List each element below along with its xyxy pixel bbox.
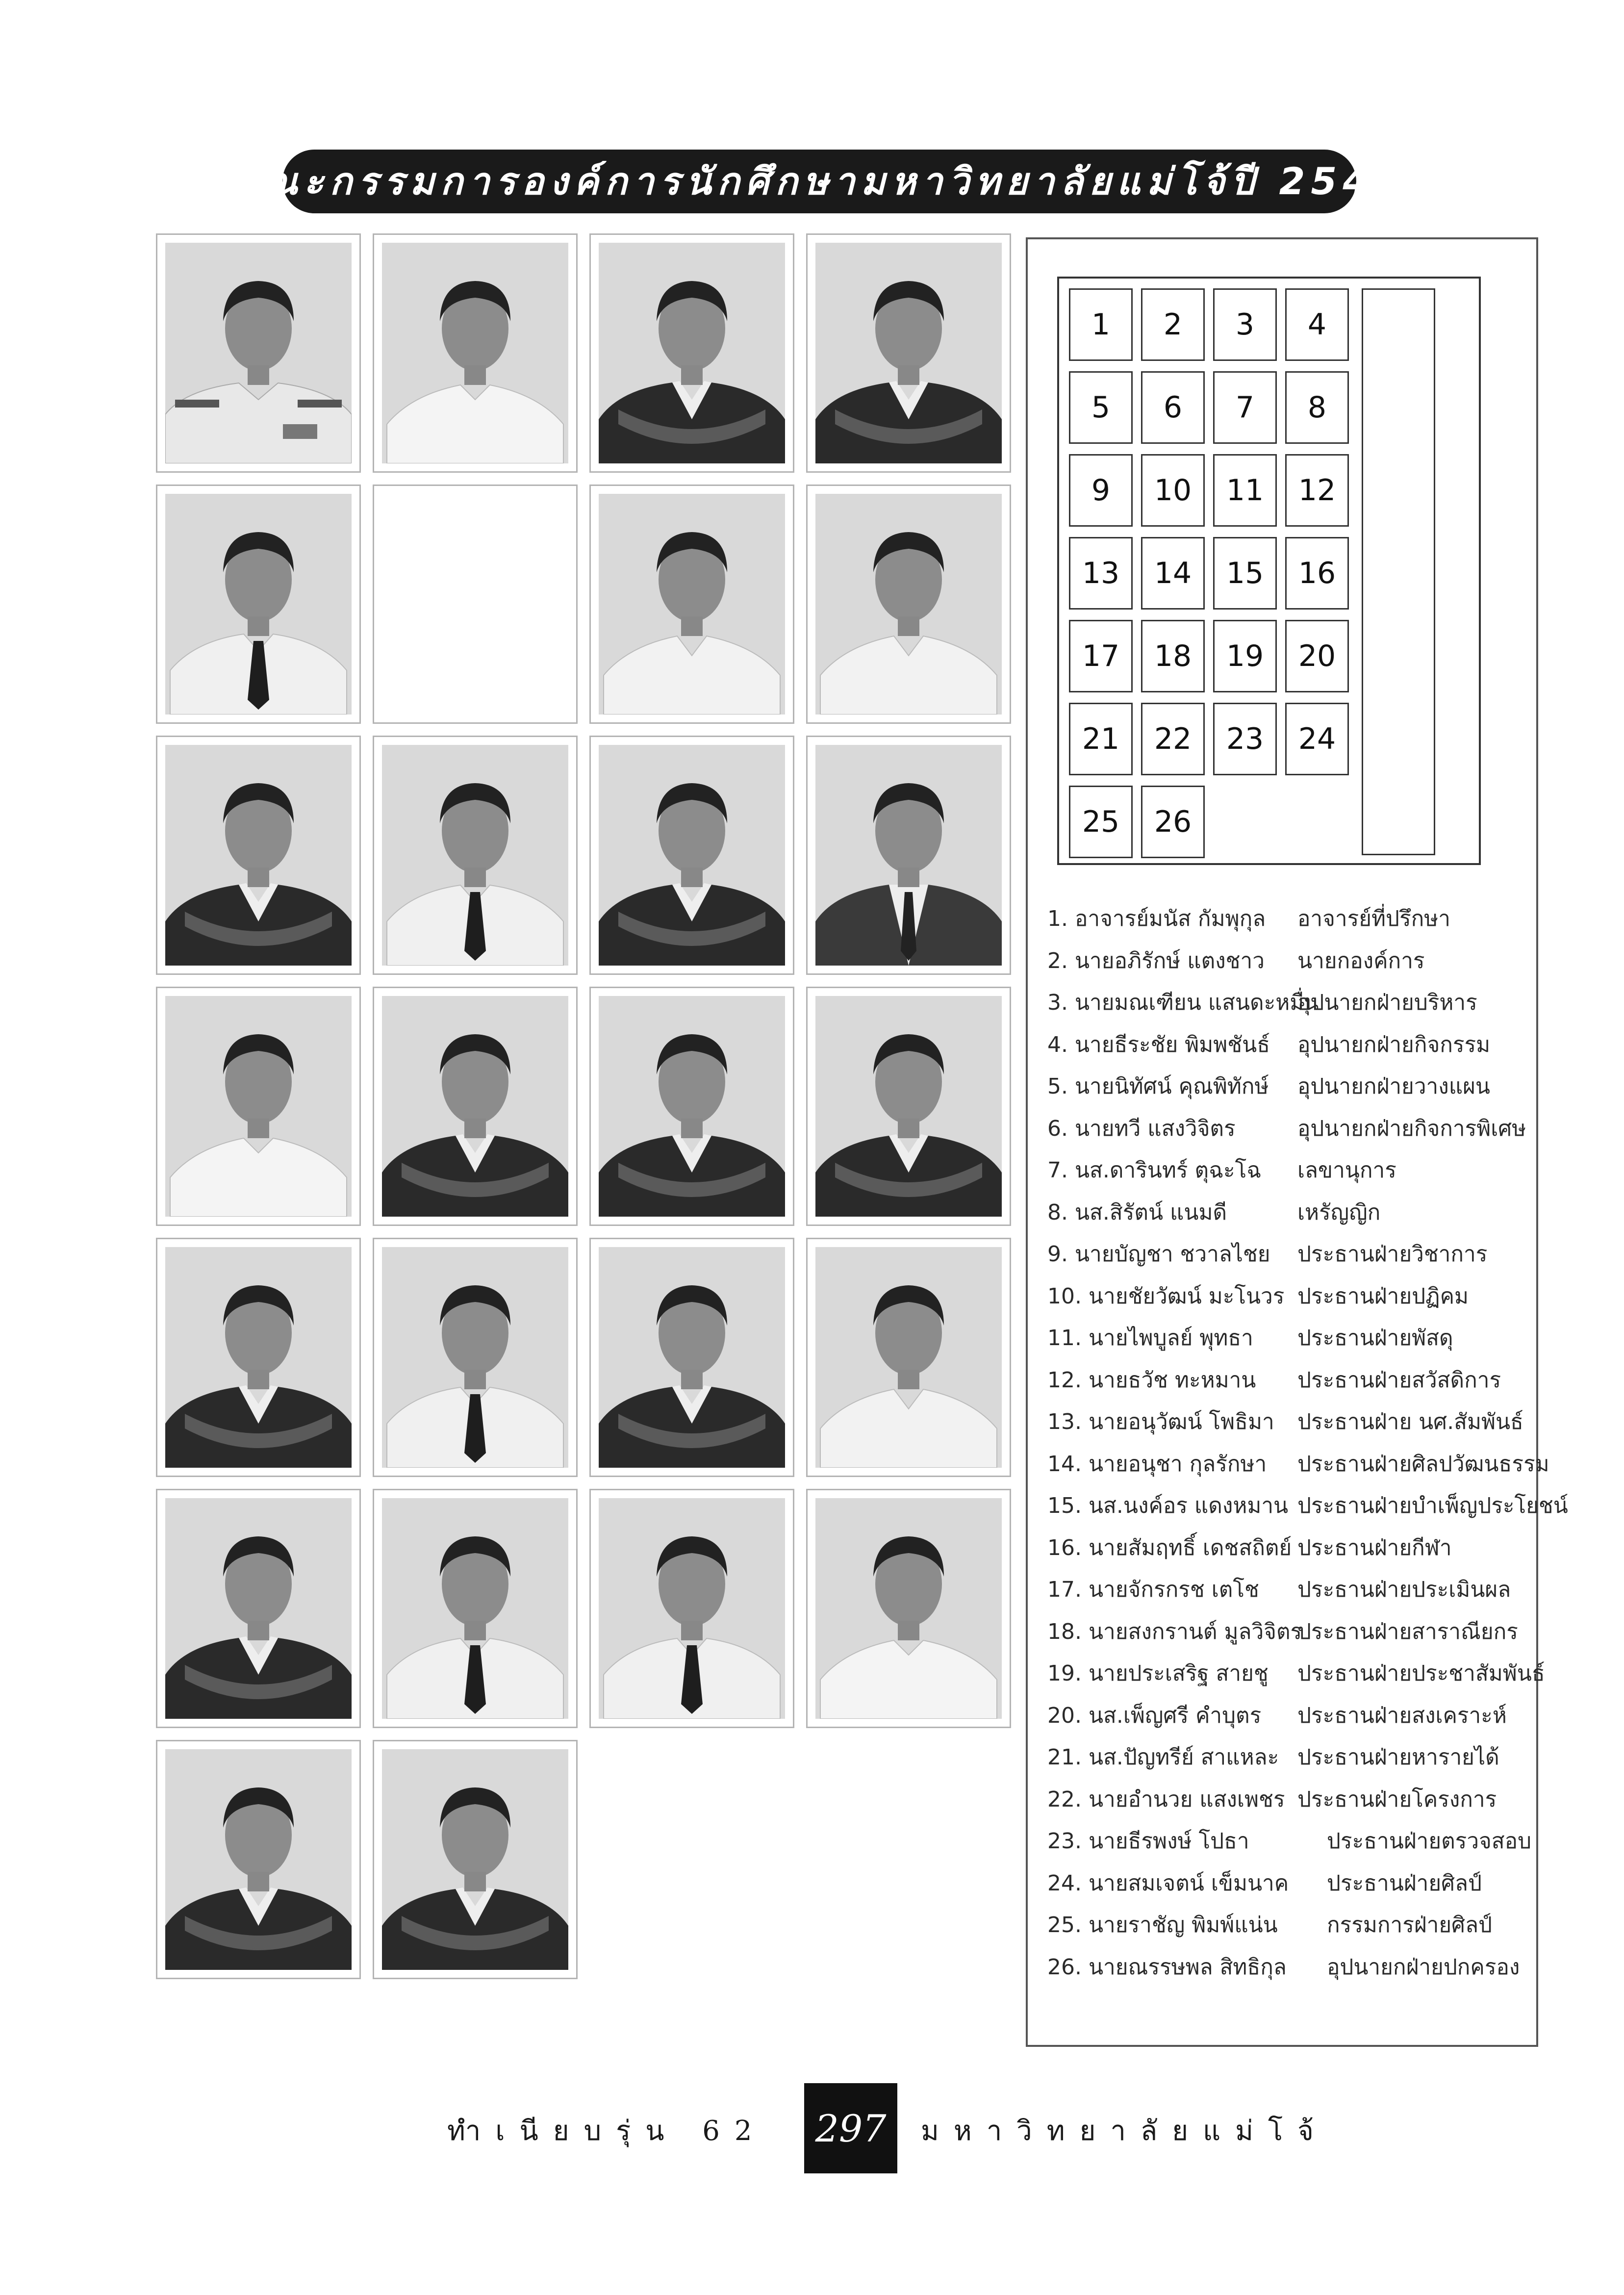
member-name: 16. นายสัมฤทธิ์ เดชสถิตย์ <box>1047 1535 1292 1560</box>
portrait-photo-23 <box>589 1489 794 1728</box>
member-role: ประธานฝ่ายตรวจสอบ <box>1327 1829 1532 1854</box>
member-name: 15. นส.นงค์อร แดงหมาน <box>1047 1493 1289 1518</box>
member-name: 12. นายธวัช ทะหมาน <box>1047 1367 1256 1393</box>
member-role: ประธานฝ่ายประชาสัมพันธ์ <box>1297 1661 1545 1686</box>
member-role: ประธานฝ่ายสงเคราะห์ <box>1297 1703 1507 1728</box>
footer-university-label: มหาวิทยาลัยแม่โจ้ <box>921 2115 1328 2147</box>
member-name: 24. นายสมเจตน์ เข็มนาค <box>1047 1870 1289 1896</box>
portrait-photo-24 <box>806 1489 1011 1728</box>
key-cell-19: 19 <box>1213 620 1277 692</box>
member-name: 11. นายไพบูลย์ พุทธา <box>1047 1326 1253 1351</box>
member-name: 18. นายสงกรานต์ มูลวิจิตร <box>1047 1619 1302 1644</box>
member-row <box>1047 1237 1533 1279</box>
portrait-photo-5 <box>156 484 361 724</box>
member-role: ประธานฝ่ายวิชาการ <box>1297 1242 1488 1267</box>
member-row <box>1047 1488 1568 1530</box>
member-role: ประธานฝ่ายกีฬา <box>1297 1535 1452 1560</box>
member-row <box>1047 1027 1533 1070</box>
member-name: 17. นายจักรกรช เตโช <box>1047 1577 1259 1602</box>
portrait-photo-6 <box>373 484 578 724</box>
key-cell-24: 24 <box>1285 703 1349 775</box>
member-role: อุปนายกฝ่ายกิจการพิเศษ <box>1297 1116 1526 1141</box>
member-row <box>1047 1698 1533 1740</box>
member-name: 7. นส.ดารินทร์ ตุฉะโฉ <box>1047 1158 1262 1183</box>
member-role: อาจารย์ที่ปรึกษา <box>1297 906 1450 931</box>
portrait-photo-3 <box>589 233 794 473</box>
portrait-photo-22 <box>373 1489 578 1728</box>
key-cell-5: 5 <box>1069 371 1133 444</box>
member-row <box>1047 1572 1533 1614</box>
member-name: 3. นายมณเฑียน แสนดะหมื่น <box>1047 990 1319 1015</box>
position-key-diagram <box>1057 277 1481 865</box>
portrait-photo-4 <box>806 233 1011 473</box>
portrait-photo-20 <box>806 1238 1011 1477</box>
portrait-photo-17 <box>156 1238 361 1477</box>
member-role: ประธานฝ่ายประเมินผล <box>1297 1577 1511 1602</box>
member-row <box>1047 1950 1533 1992</box>
key-cell-8: 8 <box>1285 371 1349 444</box>
member-role: ประธานฝ่ายสาราณียกร <box>1297 1619 1518 1644</box>
member-row <box>1047 1530 1533 1573</box>
member-name: 6. นายทวี แสงวิจิตร <box>1047 1116 1236 1141</box>
portrait-photo-1 <box>156 233 361 473</box>
member-row <box>1047 1908 1533 1950</box>
member-role: เลขานุการ <box>1297 1158 1396 1183</box>
member-name: 5. นายนิทัศน์ คุณพิทักษ์ <box>1047 1074 1269 1099</box>
key-cell-23: 23 <box>1213 703 1277 775</box>
page-number: 297 <box>815 2106 887 2150</box>
member-row <box>1047 1782 1533 1824</box>
key-cell-6: 6 <box>1141 371 1205 444</box>
member-row <box>1047 1321 1533 1363</box>
member-role: ประธานฝ่ายหารายได้ <box>1297 1745 1499 1770</box>
member-name: 20. นส.เพ็ญศรี คำบุตร <box>1047 1703 1262 1728</box>
member-name: 10. นายชัยวัฒน์ มะโนวร <box>1047 1283 1285 1309</box>
member-name: 22. นายอำนวย แสงเพชร <box>1047 1786 1285 1812</box>
key-cell-2: 2 <box>1141 288 1205 361</box>
member-name: 1. อาจารย์มนัส กัมพุกุล <box>1047 906 1266 931</box>
member-row <box>1047 1447 1549 1489</box>
page-title: คณะกรรมการองค์การนักศึกษามหาวิทยาลัยแม่โจ้ปี 2541 <box>232 159 1407 203</box>
portrait-photo-16 <box>806 987 1011 1226</box>
member-row <box>1047 1740 1533 1782</box>
member-role: ประธานฝ่ายบำเพ็ญประโยชน์ <box>1297 1493 1568 1518</box>
key-cell-13: 13 <box>1069 537 1133 610</box>
member-role: ประธานฝ่ายโครงการ <box>1297 1786 1497 1812</box>
member-row <box>1047 1153 1533 1195</box>
member-name: 26. นายณรรษพล สิทธิกุล <box>1047 1954 1287 1980</box>
key-cell-25: 25 <box>1069 786 1133 858</box>
member-row <box>1047 1866 1533 1908</box>
key-cell-16: 16 <box>1285 537 1349 610</box>
member-role: เหรัญญิก <box>1297 1199 1381 1225</box>
member-role: ประธานฝ่ายสวัสดิการ <box>1297 1367 1501 1393</box>
portrait-photo-10 <box>373 736 578 975</box>
member-role: ประธานฝ่าย นศ.สัมพันธ์ <box>1297 1409 1523 1434</box>
member-row <box>1047 1111 1533 1153</box>
portrait-photo-26 <box>373 1740 578 1979</box>
key-cell-15: 15 <box>1213 537 1277 610</box>
member-name: 19. นายประเสริฐ สายชู <box>1047 1661 1269 1686</box>
key-cell-22: 22 <box>1141 703 1205 775</box>
member-name: 13. นายอนุวัฒน์ โพธิมา <box>1047 1409 1274 1434</box>
footer-yearbook-label: ทำเนียบรุ่น 62 <box>447 2115 767 2147</box>
member-role: กรรมการฝ่ายศิลป์ <box>1327 1912 1492 1938</box>
member-list <box>1047 901 1568 1991</box>
key-cell-12: 12 <box>1285 454 1349 527</box>
page-number-box <box>804 2083 897 2173</box>
member-row <box>1047 1069 1533 1111</box>
member-name: 8. นส.สิรัตน์ แนมดี <box>1047 1199 1227 1225</box>
member-role: อุปนายกฝ่ายบริหาร <box>1297 990 1477 1015</box>
member-row <box>1047 1614 1533 1657</box>
member-role: อุปนายกฝ่ายวางแผน <box>1297 1074 1490 1099</box>
member-name: 25. นายราชัญ พิมพ์แน่น <box>1047 1912 1278 1938</box>
portrait-photo-19 <box>589 1238 794 1477</box>
portrait-photo-2 <box>373 233 578 473</box>
portrait-photo-15 <box>589 987 794 1226</box>
member-row <box>1047 985 1533 1027</box>
key-cell-20: 20 <box>1285 620 1349 692</box>
member-name: 9. นายบัญชา ชวาลไชย <box>1047 1242 1270 1267</box>
member-name: 23. นายธีรพงษ์ โปธา <box>1047 1829 1249 1854</box>
member-name: 4. นายธีระชัย พิมพชันธ์ <box>1047 1032 1270 1057</box>
key-cell-14: 14 <box>1141 537 1205 610</box>
portrait-photo-11 <box>589 736 794 975</box>
key-cell-1: 1 <box>1069 288 1133 361</box>
key-cell-17: 17 <box>1069 620 1133 692</box>
portrait-photo-13 <box>156 987 361 1226</box>
portrait-photo-9 <box>156 736 361 975</box>
key-cell-10: 10 <box>1141 454 1205 527</box>
legend-box <box>1026 237 1568 2047</box>
portrait-photo-25 <box>156 1740 361 1979</box>
member-row <box>1047 901 1533 944</box>
portrait-photo-18 <box>373 1238 578 1477</box>
portrait-photo-21 <box>156 1489 361 1728</box>
member-row <box>1047 1363 1533 1405</box>
key-cell-4: 4 <box>1285 288 1349 361</box>
key-cell-7: 7 <box>1213 371 1277 444</box>
member-row <box>1047 944 1533 986</box>
portrait-photo-12 <box>806 736 1011 975</box>
key-cell-18: 18 <box>1141 620 1205 692</box>
title-banner <box>232 150 1407 213</box>
member-row <box>1047 1824 1533 1866</box>
member-role: อุปนายกฝ่ายปกครอง <box>1327 1954 1520 1980</box>
portrait-photo-7 <box>589 484 794 724</box>
key-cell-26: 26 <box>1141 786 1205 858</box>
member-row <box>1047 1404 1533 1447</box>
key-cell-3: 3 <box>1213 288 1277 361</box>
member-row <box>1047 1656 1545 1698</box>
member-role: อุปนายกฝ่ายกิจกรรม <box>1297 1032 1491 1057</box>
member-role: ประธานฝ่ายศิลปวัฒนธรรม <box>1297 1451 1549 1477</box>
member-row <box>1047 1279 1533 1321</box>
member-row <box>1047 1195 1533 1237</box>
portrait-photo-8 <box>806 484 1011 724</box>
member-name: 2. นายอภิรักษ์ แตงชาว <box>1047 948 1265 973</box>
member-role: ประธานฝ่ายพัสดุ <box>1297 1326 1453 1351</box>
key-cell-11: 11 <box>1213 454 1277 527</box>
member-role: ประธานฝ่ายศิลป์ <box>1327 1870 1482 1896</box>
portrait-photo-14 <box>373 987 578 1226</box>
key-side-panel <box>1362 288 1435 855</box>
member-role: นายกองค์การ <box>1297 948 1425 973</box>
member-role: ประธานฝ่ายปฏิคม <box>1297 1283 1469 1309</box>
member-name: 14. นายอนุชา กุลรักษา <box>1047 1451 1267 1477</box>
key-cell-9: 9 <box>1069 454 1133 527</box>
member-name: 21. นส.ปัญทรีย์ สาแหละ <box>1047 1745 1279 1770</box>
key-cell-21: 21 <box>1069 703 1133 775</box>
